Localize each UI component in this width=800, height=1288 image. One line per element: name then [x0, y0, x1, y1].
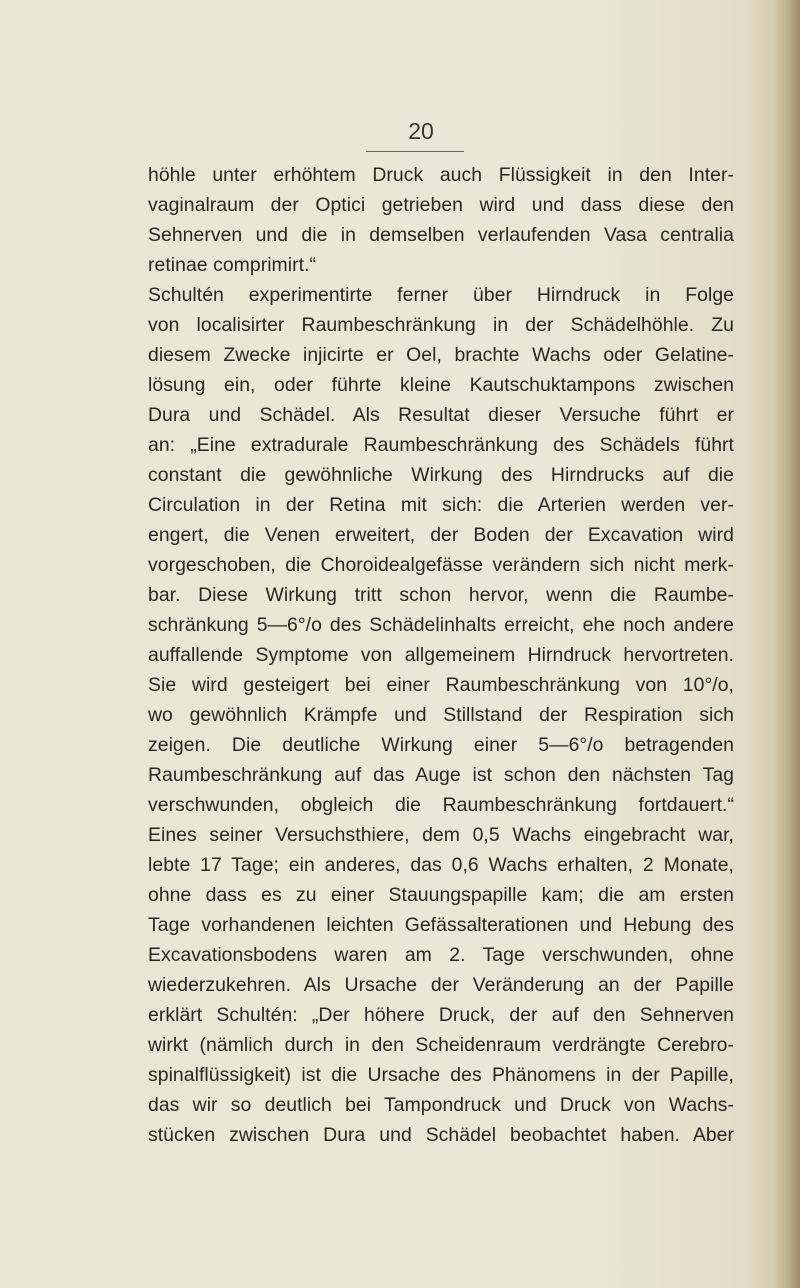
- text-line: verschwunden, obgleich die Raumbeschränkung fortdauert.“: [148, 794, 734, 816]
- page-number-rule: [366, 151, 464, 152]
- page-number: 20: [408, 118, 434, 144]
- text-line: Sehnerven und die in demselben verlaufenden Vasa centralia: [148, 224, 734, 246]
- text-line: lösung ein, oder führte kleine Kautschuktampons zwischen: [148, 374, 734, 396]
- text-line: Eines seiner Versuchsthiere, dem 0,5 Wachs eingebracht war,: [148, 824, 734, 846]
- text-line: höhle unter erhöhtem Druck auch Flüssigkeit in den Inter-: [148, 164, 734, 186]
- text-line: diesem Zwecke injicirte er Oel, brachte Wachs oder Gelatine-: [148, 344, 734, 366]
- text-line: erklärt Schultén: „Der höhere Druck, der auf den Sehnerven: [148, 1004, 734, 1026]
- text-line: auffallende Symptome von allgemeinem Hirndruck hervortreten.: [148, 644, 734, 666]
- text-line: lebte 17 Tage; ein anderes, das 0,6 Wachs erhalten, 2 Monate,: [148, 854, 734, 876]
- text-line: Schultén experimentirte ferner über Hirndruck in Folge: [148, 284, 734, 306]
- text-line: Excavationsbodens waren am 2. Tage verschwunden, ohne: [148, 944, 734, 966]
- text-line: wiederzukehren. Als Ursache der Veränderung an der Papille: [148, 974, 734, 996]
- text-line: Raumbeschränkung auf das Auge ist schon den nächsten Tag: [148, 764, 734, 786]
- text-line: schränkung 5—6°/o des Schädelinhalts erreicht, ehe noch andere: [148, 614, 734, 636]
- text-line: das wir so deutlich bei Tampondruck und Druck von Wachs-: [148, 1094, 734, 1116]
- body-text: [148, 160, 734, 1150]
- text-line: zeigen. Die deutliche Wirkung einer 5—6°/o betragenden: [148, 734, 734, 756]
- text-line: Dura und Schädel. Als Resultat dieser Versuche führt er: [148, 404, 734, 426]
- text-line: vaginalraum der Optici getrieben wird und dass diese den: [148, 194, 734, 216]
- text-line: Circulation in der Retina mit sich: die Arterien werden ver-: [148, 494, 734, 516]
- text-line: wo gewöhnlich Krämpfe und Stillstand der Respiration sich: [148, 704, 734, 726]
- text-line: stücken zwischen Dura und Schädel beobachtet haben. Aber: [148, 1124, 734, 1146]
- text-line: Tage vorhandenen leichten Gefässalterationen und Hebung des: [148, 914, 734, 936]
- text-line: ohne dass es zu einer Stauungspapille kam; die am ersten: [148, 884, 734, 906]
- text-line: wirkt (nämlich durch in den Scheidenraum verdrängte Cerebro-: [148, 1034, 734, 1056]
- text-line: engert, die Venen erweitert, der Boden der Excavation wird: [148, 524, 734, 546]
- text-line: constant die gewöhnliche Wirkung des Hirndrucks auf die: [148, 464, 734, 486]
- text-line: an: „Eine extradurale Raumbeschränkung des Schädels führt: [148, 434, 734, 456]
- page-edge-shadow: [774, 0, 800, 1288]
- text-line: Sie wird gesteigert bei einer Raumbeschränkung von 10°/o,: [148, 674, 734, 696]
- text-line: vorgeschoben, die Choroidealgefässe verändern sich nicht merk-: [148, 554, 734, 576]
- text-line: spinalflüssigkeit) ist die Ursache des Phänomens in der Papille,: [148, 1064, 734, 1086]
- text-line: retinae comprimirt.“: [148, 254, 317, 276]
- text-line: bar. Diese Wirkung tritt schon hervor, wenn die Raumbe-: [148, 584, 734, 606]
- text-line: von localisirter Raumbeschränkung in der Schädelhöhle. Zu: [148, 314, 734, 336]
